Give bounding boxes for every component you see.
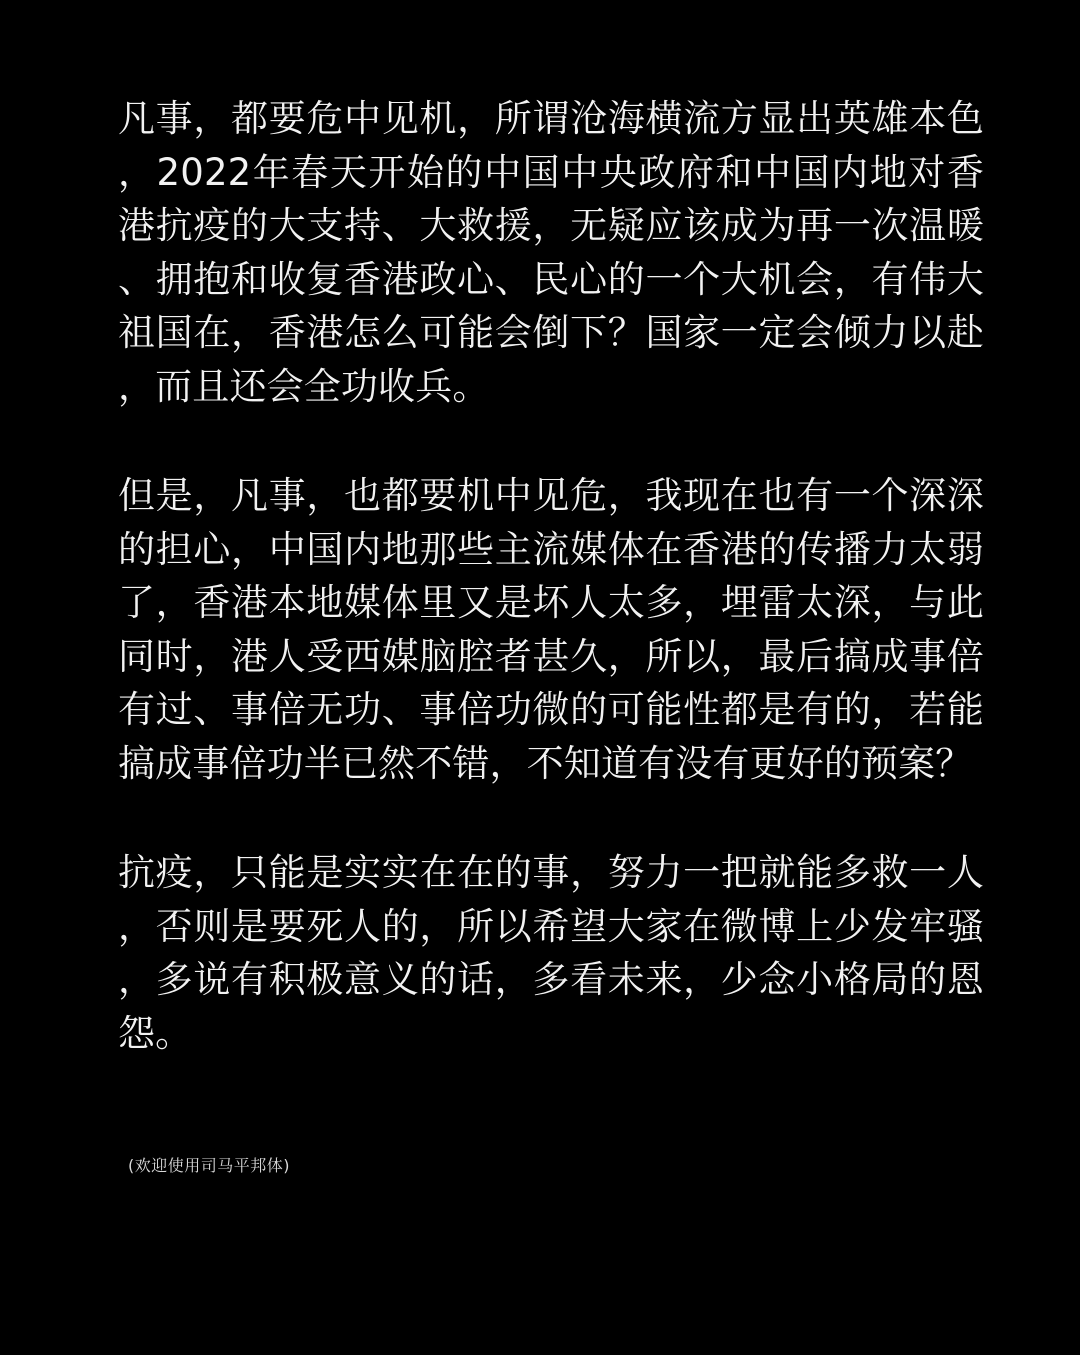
paragraph-1: 凡事，都要危中见机，所谓沧海横流方显出英雄本色，2022年春天开始的中国中央政府和中国内地对香港抗疫的大支持、大救援，无疑应该成为再一次温暖、拥抱和收复香港政心、民心的一个大机会，有伟大祖国在，香港怎么可能会倒下？国家一定会倾力以赴，而且还会全功收兵。 [118, 97, 984, 408]
paragraph-2: 但是，凡事，也都要机中见危，我现在也有一个深深的担心，中国内地那些主流媒体在香港的传播力太弱了，香港本地媒体里又是坏人太多，埋雷太深，与此同时，港人受西媒脑腔者甚久，所以，最后搞成事倍有过、事倍无功、事倍功微的可能性都是有的，若能搞成事倍功半已然不错，不知道有没有更好的预案？ [118, 474, 984, 785]
font-credit: (欢迎使用司马平邦体) [128, 1156, 290, 1175]
paragraph-3: 抗疫，只能是实实在在的事，努力一把就能多救一人，否则是要死人的，所以希望大家在微博上少发牢骚，多说有积极意义的话，多看未来，少念小格局的恩怨。 [118, 851, 984, 1055]
article-body [118, 92, 984, 1060]
